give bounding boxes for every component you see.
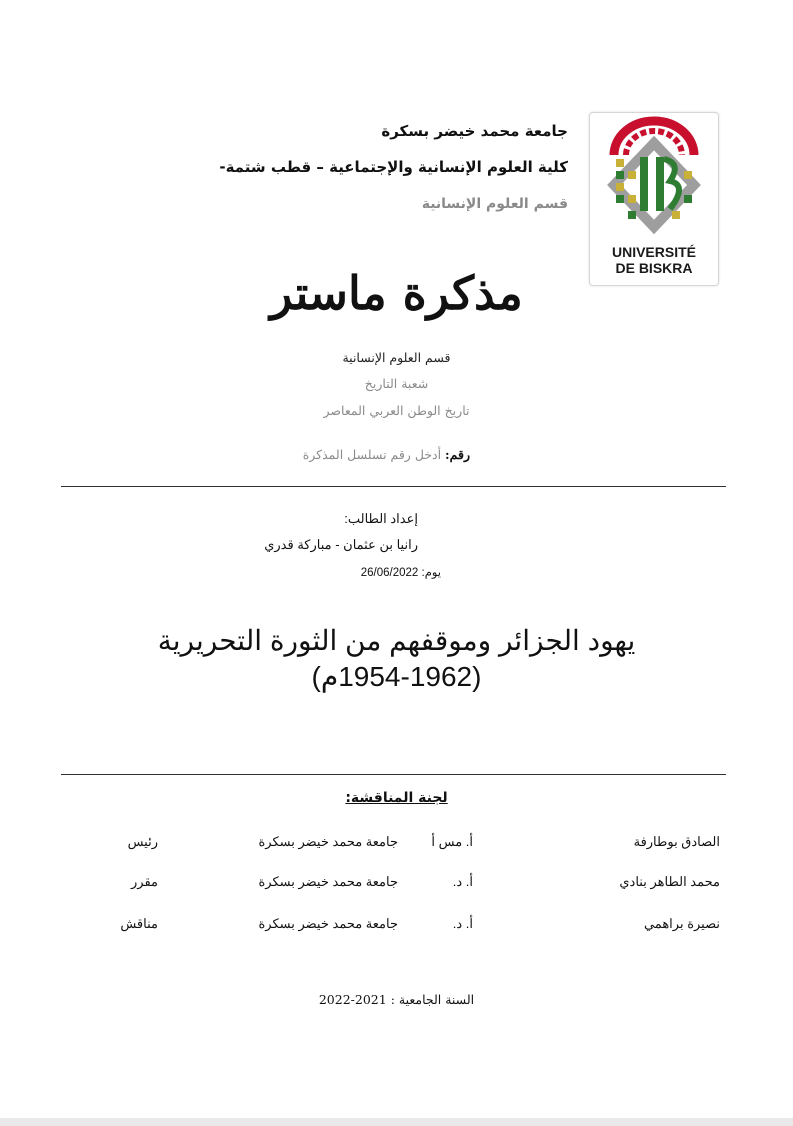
info-department: قسم العلوم الإنسانية: [342, 350, 451, 365]
defense-date: [361, 565, 441, 579]
prepared-by-label: إعداد الطالب:: [344, 511, 418, 526]
info-specialty: تاريخ الوطن العربي المعاصر: [323, 403, 470, 418]
member-rank: أ. د.: [452, 916, 473, 931]
logo-text-line2: DE BISKRA: [615, 260, 693, 276]
member-university: جامعة محمد خيضر بسكرة: [258, 834, 398, 849]
member-role: مناقش: [120, 916, 158, 931]
member-name: محمد الطاهر بنادي: [619, 874, 720, 889]
serial-number: [303, 447, 470, 462]
thesis-title-line1: يهود الجزائر وموقفهم من الثورة التحريرية: [157, 625, 636, 656]
member-university: جامعة محمد خيضر بسكرة: [258, 916, 398, 931]
university-name: جامعة محمد خيضر بسكرة: [381, 122, 568, 140]
info-branch: شعبة التاريخ: [364, 376, 429, 391]
divider-committee: [61, 774, 726, 775]
date-value: 26/06/2022: [360, 567, 419, 579]
member-role: مقرر: [131, 874, 158, 889]
member-university: جامعة محمد خيضر بسكرة: [258, 874, 398, 889]
serial-label: رقم:: [445, 447, 470, 462]
thesis-title-line2: (1954-1962م): [311, 661, 482, 692]
logo-text-line1: UNIVERSITÉ: [611, 244, 697, 260]
member-name: الصادق بوطارفة: [633, 834, 720, 849]
faculty-name: كلية العلوم الإنسانية والإجتماعية – قطب شتمة-: [219, 158, 568, 176]
university-logo: [589, 112, 719, 286]
student-names: رانيا بن عثمان - مباركة قدري: [264, 537, 418, 552]
department-header: قسم العلوم الإنسانية: [421, 196, 568, 212]
member-role: رئيس: [127, 834, 158, 849]
divider-top: [61, 486, 726, 487]
member-rank: أ. د.: [452, 874, 473, 889]
date-label: يوم:: [421, 567, 441, 579]
memo-title: مذكرة ماستر: [270, 266, 523, 320]
member-name: نصيرة براهمي: [643, 916, 720, 931]
biskra-logo-icon: [590, 113, 718, 285]
academic-year: السنة الجامعية : 2021-2022: [318, 992, 475, 1007]
serial-placeholder[interactable]: أدخل رقم تسلسل المذكرة: [302, 447, 442, 462]
member-rank: أ. مس أ: [431, 834, 473, 849]
thesis-title: [120, 623, 673, 695]
committee-label: لجنة المناقشة:: [345, 790, 448, 806]
